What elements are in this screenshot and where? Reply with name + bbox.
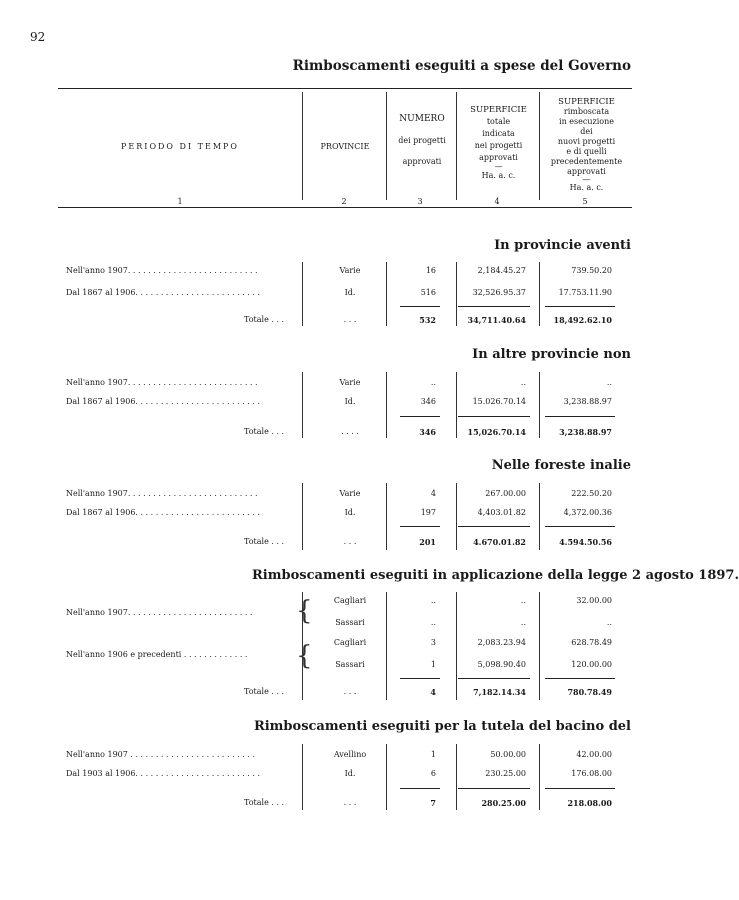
header-sup1-line-2: totale (486, 117, 511, 126)
row-numero: 4 (430, 489, 436, 498)
total-numero: 7 (430, 798, 436, 808)
total-label: Totale . . . (244, 427, 285, 436)
header-sup2-line-4: dei (580, 127, 593, 136)
row-sup-totale: 5,098.90.40 (477, 660, 526, 669)
row-province: Id. (344, 397, 356, 406)
table-row (0, 266, 639, 280)
header-superficie-rimboscata: SUPERFICIE rimboscata in esecuzione dei nuovi progetti e di quelli precedentemente approvati — Ha. a. c. (541, 97, 632, 193)
sum-rule (458, 416, 530, 417)
page-title: Rimboscamenti eseguiti a spese del Governo (292, 58, 631, 74)
row-numero: 16 (425, 266, 436, 275)
table-row (0, 397, 639, 411)
total-row (0, 315, 639, 329)
total-sup-totale: 4.670.01.82 (473, 537, 526, 547)
row-numero: .. (430, 618, 436, 627)
total-label: Totale . . . (244, 537, 285, 546)
row-period: Dal 1867 al 1906. . . . . . . . . . . . . . . . . . . . . . . . . (66, 508, 261, 517)
row-province: Varie (339, 489, 361, 498)
row-period: Nell'anno 1907. . . . . . . . . . . . . . . . . . . . . . . . . (66, 608, 253, 617)
sum-rule (400, 788, 440, 789)
sum-rule (545, 306, 615, 307)
row-province: Sassari (335, 660, 365, 669)
header-sup2-line-8: approvati (567, 167, 606, 176)
row-sup-rimb: 222.50.20 (571, 489, 612, 498)
row-sup-rimb: 3,238.88.97 (563, 397, 612, 406)
row-sup-totale: 230.25.00 (485, 769, 526, 778)
total-sup-rimb: 4.594.50.56 (559, 537, 612, 547)
sum-rule (458, 306, 530, 307)
sum-rule (458, 788, 530, 789)
row-sup-rimb: .. (606, 618, 612, 627)
row-sup-rimb: 739.50.20 (571, 266, 612, 275)
header-provincie: PROVINCIE (320, 142, 370, 151)
total-label: Totale . . . (244, 315, 285, 324)
total-numero: 532 (419, 315, 436, 325)
row-period: Dal 1867 al 1906. . . . . . . . . . . . . . . . . . . . . . . . . (66, 288, 261, 297)
header-divider-3 (456, 92, 457, 200)
section-title: Rimboscamenti eseguiti in applicazione della legge 2 agosto 1897. (252, 568, 739, 583)
total-numero: 346 (419, 427, 436, 437)
section-title: Rimboscamenti eseguiti per la tutela del bacino del (253, 719, 631, 734)
row-province: Id. (344, 288, 356, 297)
header-bottom-rule (58, 207, 632, 208)
row-numero: 1 (430, 660, 436, 669)
row-numero: 6 (430, 769, 436, 778)
row-period: Dal 1867 al 1906. . . . . . . . . . . . . . . . . . . . . . . . . (66, 397, 261, 406)
row-sup-totale: .. (520, 378, 526, 387)
row-sup-rimb: 4,372.00.36 (563, 508, 612, 517)
row-period: Nell'anno 1907. . . . . . . . . . . . . . . . . . . . . . . . . . (66, 266, 258, 275)
sum-rule (400, 306, 440, 307)
row-numero: 516 (420, 288, 436, 297)
row-numero: .. (430, 378, 436, 387)
row-sup-totale: 4,403.01.82 (477, 508, 526, 517)
brace-glyph: { (296, 641, 313, 671)
row-sup-totale: 50.00.00 (490, 750, 526, 759)
row-period: Dal 1903 al 1906. . . . . . . . . . . . . . . . . . . . . . . . . (66, 769, 261, 778)
table-row (0, 618, 639, 632)
row-sup-totale: 267.00.00 (485, 489, 526, 498)
header-sup1-line-3: indicata (482, 129, 515, 138)
column-number-1: 1 (177, 197, 183, 206)
row-province: Avellino (333, 750, 367, 759)
row-province: . . . (343, 798, 357, 807)
total-sup-rimb: 18,492.62.10 (553, 315, 612, 325)
row-province: . . . (343, 687, 357, 696)
header-divider-4 (539, 92, 540, 200)
table-row (0, 378, 639, 392)
header-superficie-totale: SUPERFICIE totale indicata nei progetti approvati — Ha. a. c. (458, 104, 539, 182)
column-number-3: 3 (417, 197, 423, 206)
row-province: Varie (339, 378, 361, 387)
row-numero: 1 (430, 750, 436, 759)
total-row (0, 687, 639, 701)
sum-rule (545, 788, 615, 789)
row-sup-rimb: .. (606, 378, 612, 387)
row-province: . . . (343, 537, 357, 546)
header-numero-line-3: approvati (402, 157, 442, 166)
header-sup2-line-3: in esecuzione (559, 117, 614, 126)
sum-rule (545, 416, 615, 417)
header-sup1-line-5: approvati (479, 153, 518, 162)
row-province: Cagliari (333, 596, 367, 605)
header-numero-line-1: NUMERO (399, 114, 445, 124)
column-number-4: 4 (494, 197, 500, 206)
row-sup-rimb: 628.78.49 (571, 638, 612, 647)
header-sup2-unit: Ha. a. c. (569, 183, 604, 192)
page-number: 92 (30, 30, 46, 44)
row-period: Nell'anno 1907 . . . . . . . . . . . . . . . . . . . . . . . . . (66, 750, 255, 759)
row-sup-totale: .. (520, 618, 526, 627)
total-label: Totale . . . (244, 798, 285, 807)
column-number-5: 5 (582, 197, 588, 206)
sum-rule (400, 678, 440, 679)
header-top-rule (58, 88, 632, 89)
table-row (0, 660, 639, 674)
sum-rule (458, 526, 530, 527)
total-label: Totale . . . (244, 687, 285, 696)
row-sup-totale: 2,083.23.94 (477, 638, 526, 647)
header-sup2-line-6: e di quelli (566, 147, 607, 156)
header-numero (388, 114, 456, 167)
row-period: Nell'anno 1907. . . . . . . . . . . . . . . . . . . . . . . . . . (66, 378, 258, 387)
row-sup-totale: .. (520, 596, 526, 605)
row-numero: 346 (420, 397, 436, 406)
header-divider-1 (302, 92, 303, 200)
sum-rule (545, 526, 615, 527)
row-sup-rimb: 42.00.00 (576, 750, 612, 759)
row-province: . . . . (341, 427, 359, 436)
column-number-2: 2 (341, 197, 347, 206)
header-numero-line-2: dei progetti (398, 136, 446, 145)
header-sup1-unit: Ha. a. c. (481, 171, 516, 180)
row-sup-totale: 2,184.45.27 (477, 266, 526, 275)
sum-rule (400, 416, 440, 417)
row-province: Id. (344, 769, 356, 778)
row-province: Cagliari (333, 638, 367, 647)
row-sup-totale: 15.026.70.14 (472, 397, 526, 406)
table-row (0, 769, 639, 783)
total-sup-rimb: 780.78.49 (567, 687, 612, 697)
row-sup-totale: 32,526.95.37 (472, 288, 526, 297)
table-row (0, 288, 639, 302)
section-title: In provincie aventi (494, 238, 631, 253)
header-sup2-line-1: SUPERFICIE (558, 97, 615, 107)
header-sup2-line-5: nuovi progetti (557, 137, 616, 146)
row-province: . . . (343, 315, 357, 324)
row-sup-rimb: 120.00.00 (571, 660, 612, 669)
row-province: Varie (339, 266, 361, 275)
header-sup1-line-1: SUPERFICIE (470, 105, 527, 115)
total-sup-totale: 15,026.70.14 (467, 427, 526, 437)
total-sup-totale: 34,711.40.64 (467, 315, 526, 325)
total-row (0, 427, 639, 441)
total-sup-rimb: 218.08.00 (567, 798, 612, 808)
row-sup-rimb: 176.08.00 (571, 769, 612, 778)
brace-glyph: { (296, 596, 313, 626)
section-title: Nelle foreste inalie (491, 458, 631, 473)
header-sup2-line-2: rimboscata (563, 107, 610, 116)
total-sup-rimb: 3,238.88.97 (559, 427, 612, 437)
header-periodo: PERIODO DI TEMPO (121, 142, 239, 151)
row-province: Id. (344, 508, 356, 517)
sum-rule (545, 678, 615, 679)
total-row (0, 798, 639, 812)
row-province: Sassari (335, 618, 365, 627)
section-title: In altre provincie non (472, 347, 631, 362)
row-period: Nell'anno 1906 e precedenti . . . . . . . . . . . . . (66, 650, 248, 659)
row-sup-rimb: 32.00.00 (576, 596, 612, 605)
total-numero: 201 (419, 537, 436, 547)
total-row (0, 537, 639, 551)
sum-rule (458, 678, 530, 679)
table-row (0, 489, 639, 503)
row-numero: .. (430, 596, 436, 605)
header-sup1-line-4: nei progetti (474, 141, 523, 150)
total-numero: 4 (430, 687, 436, 697)
header-sup2-line-7: precedentemente (550, 157, 623, 166)
row-numero: 3 (430, 638, 436, 647)
table-row (0, 750, 639, 764)
sum-rule (400, 526, 440, 527)
header-divider-2 (386, 92, 387, 200)
total-sup-totale: 280.25.00 (481, 798, 526, 808)
total-sup-totale: 7,182.14.34 (473, 687, 526, 697)
row-period: Nell'anno 1907. . . . . . . . . . . . . . . . . . . . . . . . . . (66, 489, 258, 498)
row-sup-rimb: 17.753.11.90 (558, 288, 612, 297)
row-numero: 197 (420, 508, 436, 517)
table-row (0, 508, 639, 522)
